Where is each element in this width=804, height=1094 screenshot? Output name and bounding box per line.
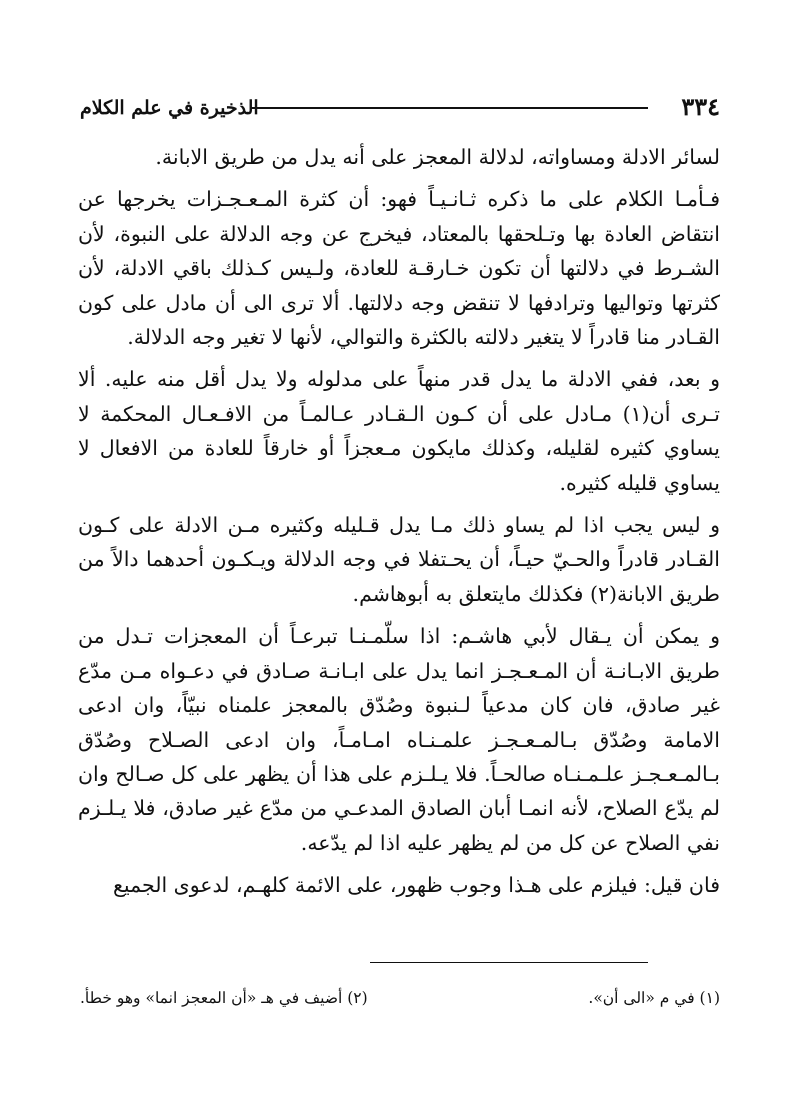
paragraph: فـأمـا الكلام على ما ذكره ثـانـيـاً فهو: أن كثرة المـعـجـزات يخرجها عن انتقاض العادة بها وتـلحقها بالمعتاد، فيخرج عن وجه الدلالة على النبوة، لأن الشـرط في دلالتها أن تكون خـارقـة للعادة، ولـيس كـذلك باقي الادلة، لأن كثرتها وتواليها وترادفها لا تنقض وجه دلالتها. ألا ترى الى أن مادل على كون القـادر منا قادراً لا يتغير دلالته بالكثرة والتوالي، لأنها لا تغير وجه الدلالة. [78,187,720,350]
main-text [78,140,720,911]
footnote-1: (١) في م «الى أن». [588,989,720,1007]
footnote-2: (٢) أضيف في هـ «أن المعجز انما» وهو خطأ. [80,989,368,1007]
page-number: ٣٣٤ [681,92,720,121]
paragraph: و بعد، ففي الادلة ما يدل قدر منهاً على مدلوله ولا يدل أقل منه عليه. ألا تـرى أن(١) مـادل على أن كـون الـقـادر عـالمـاً من الافـعـال المحكمة لا يساوي كثيره لقليله، وكذلك مايكون مـعجزاً أو خارقاً للعادة من الافعال لا يساوي قليله كثيره. [78,367,720,495]
header-rule [250,107,648,109]
footnote-separator [370,962,648,963]
page-header [80,92,720,126]
paragraph: لسائر الادلة ومساواته، لدلالة المعجز على أنه يدل من طريق الابانة. [155,145,720,169]
paragraph: و ليس يجب اذا لم يساو ذلك مـا يدل قـليله وكثيره مـن الادلة على كـون القـادر قادراً والحـيّ حيـاً، أن يحـتفلا في وجه الدلالة ويـكـون أحدهما دالاً من طريق الابانة(٢) فكذلك مايتعلق به أبوهاشم. [78,513,720,606]
paragraph: فان قيل: فيلزم على هـذا وجوب ظهور، على الائمة كلهـم، لدعوى الجميع [113,873,720,898]
paragraph: و يمكن أن يـقال لأبي هاشـم: اذا سلّمـنـا تبرعـاً أن المعجزات تـدل من طريق الابـانـة أن المـعـجـز انما يدل على ابـانـة صـادق في دعـواه مـن مدّع غير صادق، فان كان مدعياً لـنبوة وصُدّق بالمعجز علمناه نبيّاً، وان ادعى الامامة وصُدّق بـالمـعـجـز علمـنـاه امـامـاً، وان ادعى الصـلاح وصُدّق بـالمـعـجـز علـمـنـاه صالحـاً. فلا يـلـزم على هذا أن يظهر على كل صـالح وان لم يدّع الصلاح، لأنه انمـا أبان الصادق المدعـي من مدّع غير صادق، فلا يـلـزم نفي الصلاح عن كل من لم يظهر عليه اذا لم يدّعه. [78,624,720,855]
running-title: الذخيرة في علم الكلام [80,97,259,119]
footnotes [80,986,720,1016]
